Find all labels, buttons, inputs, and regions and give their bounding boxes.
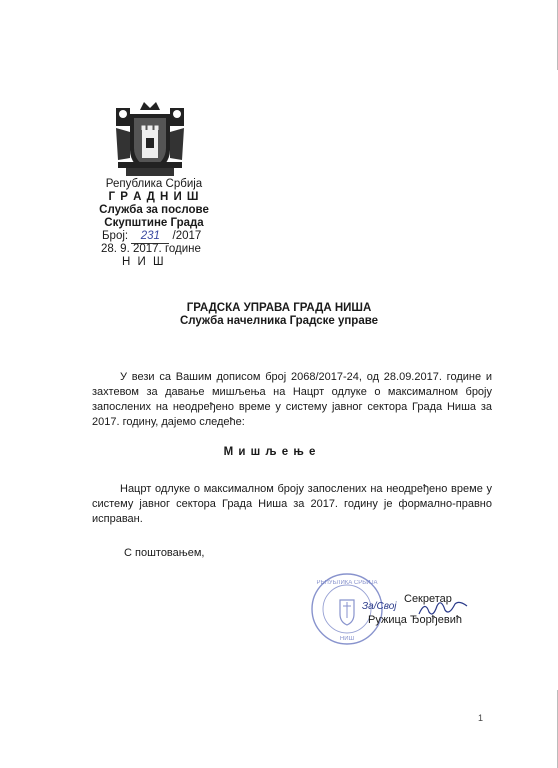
stamp-text: РЕПУБЛИКА СРБИЈА (316, 580, 378, 586)
stamp-city: НИШ (339, 636, 355, 642)
city-line: Г Р А Д Н И Ш (108, 191, 200, 203)
signatory-role: Секретар (404, 593, 452, 605)
service-line-1: Служба за послове (99, 204, 209, 216)
page-mark: 1 (478, 713, 484, 723)
republic-line: Република Србија (105, 178, 203, 190)
body-paragraph-2: Нацрт одлуке о максималном броју запослених на неодређено време у систему јавног сектора Града Ниша за 2017. годину је формално-правно исправан. (92, 483, 492, 525)
number-label: Број: (102, 230, 129, 242)
recipient-title: ГРАДСКА УПРАВА ГРАДА НИША (186, 302, 372, 314)
place-line: Н И Ш (122, 256, 166, 268)
signatory-name: Ружица Ђорђевић (368, 614, 463, 626)
document-number (102, 230, 201, 244)
recipient-subtitle: Служба начелника Градске управе (179, 315, 379, 327)
opinion-heading: М и ш љ е њ е (223, 446, 317, 458)
handwritten-initials: За/Свој (362, 601, 397, 612)
number-year: /2017 (172, 230, 202, 242)
document-date: 28. 9. 2017. године (101, 243, 201, 255)
number-value: 231 (131, 230, 169, 244)
service-line-2: Скупштине Града (104, 217, 204, 229)
body-paragraph-1: У вези са Вашим дописом број 2068/2017-24, од 28.09.2017. године и захтевом за давање мишљења на Нацрт одлуке о максималном броју запослених на неодређено време у систему јавног сектора Града Ниша за 2017. годину, дајемо следеће: (92, 371, 492, 428)
coat-of-arms-icon (112, 100, 188, 180)
closing-line: С поштовањем, (124, 547, 205, 559)
